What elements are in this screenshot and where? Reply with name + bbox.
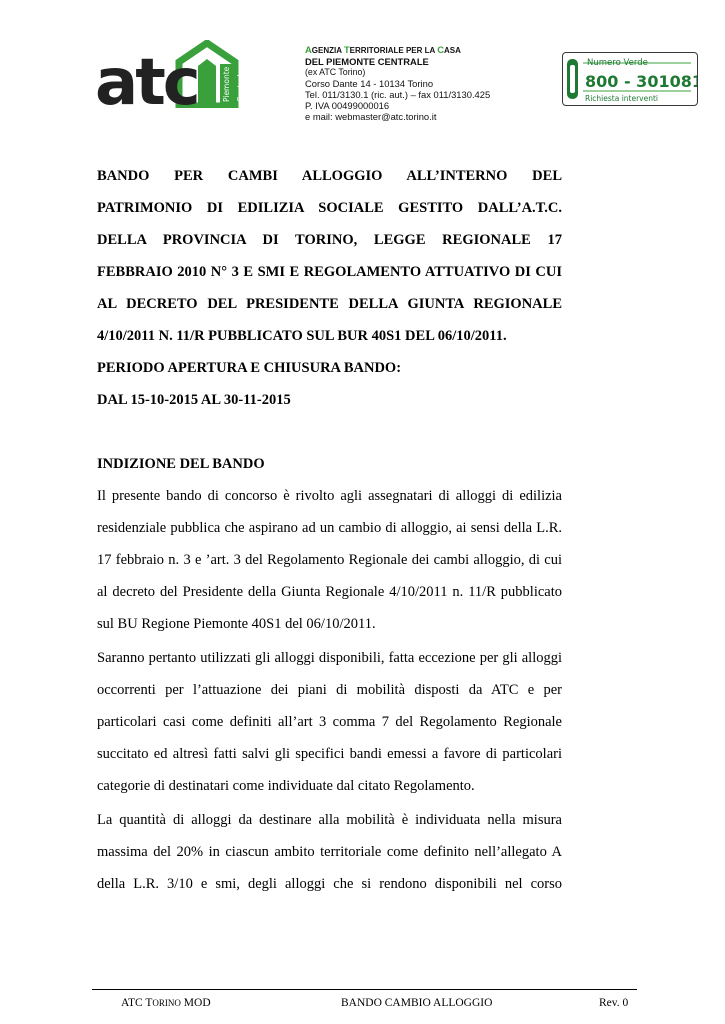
paragraph-2-line-3: particolari casi come definiti all’art 3 comma 7 del Regolamento Regionale	[97, 714, 562, 730]
footer-right: Rev. 0	[599, 997, 629, 1009]
title-line-2: PATRIMONIO DI EDILIZIA SOCIALE GESTITO DALL’A.T.C.	[97, 200, 562, 216]
paragraph-1-line-5: sul BU Regione Piemonte 40S1 del 06/10/2011.	[97, 616, 376, 632]
agency-address-block	[305, 44, 555, 122]
paragraph-2-line-4: succitato ed altresì fatti salvi gli specifici bandi emessi a favore di particolari	[97, 746, 562, 762]
paragraph-2-line-5: categorie di destinatari come individuate dal citato Regolamento.	[97, 778, 475, 794]
footer-center: BANDO CAMBIO ALLOGGIO	[341, 997, 493, 1009]
paragraph-1-line-4: al decreto del Presidente della Giunta Regionale 4/10/2011 n. 11/R pubblicato	[97, 584, 562, 600]
logo-side-text-2: Centrale	[236, 70, 245, 102]
footer-left: ATC TORINO MOD	[121, 997, 211, 1009]
agency-vat: P. IVA 00499000016	[305, 100, 390, 111]
paragraph-3-line-1: La quantità di alloggi da destinare alla mobilità è individuata nella misura	[97, 812, 562, 828]
agency-name: AGENZIA TERRITORIALE PER LA CASA	[305, 44, 461, 55]
title-line-5: AL DECRETO DEL PRESIDENTE DELLA GIUNTA REGIONALE	[97, 296, 562, 312]
paragraph-1-line-1: Il presente bando di concorso è rivolto agli assegnatari di alloggi di edilizia	[97, 488, 562, 504]
numero-verde-number: 800 - 301081	[585, 72, 697, 91]
agency-former-name: (ex ATC Torino)	[305, 67, 366, 77]
section-heading: INDIZIONE DEL BANDO	[97, 456, 265, 472]
period-label: PERIODO APERTURA E CHIUSURA BANDO:	[97, 360, 402, 376]
title-line-6: 4/10/2011 N. 11/R PUBBLICATO SUL BUR 40S1 DEL 06/10/2011.	[97, 328, 507, 344]
agency-phone-fax: Tel. 011/3130.1 (ric. aut.) – fax 011/3130.425	[305, 89, 491, 100]
atc-logo	[95, 40, 255, 108]
phone-handset-icon	[567, 59, 578, 99]
agency-address: Corso Dante 14 - 10134 Torino	[305, 78, 434, 89]
paragraph-2-line-1: Saranno pertanto utilizzati gli alloggi disponibili, fatta eccezione per gli alloggi	[97, 650, 562, 666]
paragraph-3-line-3: della L.R. 3/10 e smi, degli alloggi che si rendono disponibili nel corso	[97, 876, 562, 892]
footer-rule	[92, 989, 637, 990]
paragraph-3-line-2: massima del 20% in ciascun ambito territoriale come definito nell’allegato A	[97, 844, 562, 860]
numero-verde-box	[562, 52, 698, 106]
title-line-4: FEBBRAIO 2010 N° 3 E SMI E REGOLAMENTO ATTUATIVO DI CUI	[97, 264, 562, 280]
paragraph-1-line-3: 17 febbraio n. 3 e ’art. 3 del Regolamento Regionale dei cambi alloggio, di cui	[97, 552, 562, 568]
agency-name-line-2: DEL PIEMONTE CENTRALE	[305, 56, 429, 67]
title-line-3: DELLA PROVINCIA DI TORINO, LEGGE REGIONALE 17	[97, 232, 562, 248]
period-dates: DAL 15-10-2015 AL 30-11-2015	[97, 392, 291, 408]
agency-email: e mail: webmaster@atc.torino.it	[305, 111, 437, 122]
paragraph-2-line-2: occorrenti per l’attuazione dei piani di mobilità disposti da ATC e per	[97, 682, 562, 698]
logo-side-text-1: Piemonte	[222, 66, 231, 102]
numero-verde-label: Numero Verde	[587, 58, 648, 68]
title-line-1: BANDO PER CAMBI ALLOGGIO ALL’INTERNO DEL	[97, 168, 562, 184]
paragraph-1-line-2: residenziale pubblica che aspirano ad un cambio di alloggio, ai sensi della L.R.	[97, 520, 562, 536]
numero-verde-caption: Richiesta interventi	[585, 94, 659, 103]
logo-text: atc	[95, 46, 198, 108]
